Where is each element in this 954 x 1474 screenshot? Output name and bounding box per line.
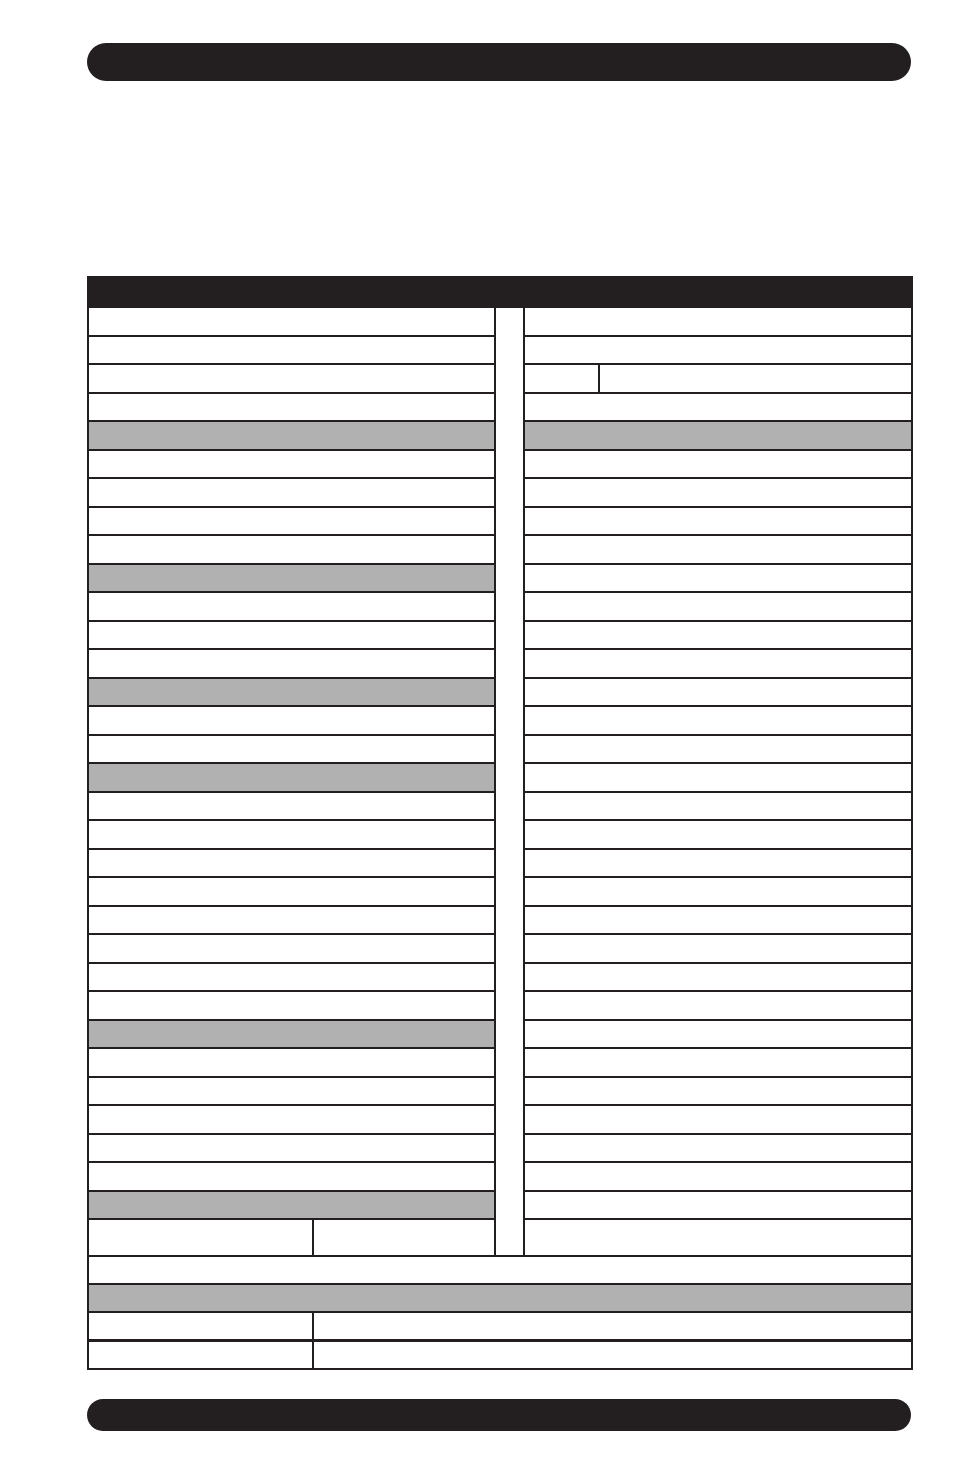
left-field-row[interactable] [87, 876, 496, 907]
right-field-row[interactable] [523, 990, 913, 1021]
left-field-row[interactable] [87, 392, 496, 423]
footer-bar [87, 1399, 911, 1431]
left-field-row[interactable] [87, 962, 496, 993]
left-field-row[interactable] [87, 449, 496, 480]
left-field-row[interactable] [87, 1047, 496, 1078]
bottom-full-row[interactable] [87, 1255, 913, 1285]
right-field-row[interactable] [523, 534, 913, 565]
right-field-row[interactable] [523, 392, 913, 423]
right-field-row[interactable] [523, 819, 913, 850]
left-field-row[interactable] [87, 1076, 496, 1107]
bottom-row-value[interactable] [312, 1311, 913, 1341]
right-field-row[interactable] [523, 905, 913, 936]
right-field-row[interactable] [523, 1076, 913, 1107]
right-field-row[interactable] [523, 1047, 913, 1078]
right-field-row[interactable] [523, 1019, 913, 1050]
column-gutter [494, 306, 525, 1257]
right-field-row[interactable] [523, 791, 913, 822]
form-title-bar [87, 276, 913, 306]
left-section-header [87, 1019, 496, 1050]
left-field-row[interactable] [87, 335, 496, 366]
right-field-row[interactable] [523, 848, 913, 879]
split-divider [598, 363, 600, 394]
header-bar [87, 43, 911, 81]
right-field-row[interactable] [523, 734, 913, 765]
right-field-row[interactable] [523, 506, 913, 537]
left-field-row[interactable] [87, 477, 496, 508]
left-field-row[interactable] [87, 534, 496, 565]
right-field-row[interactable] [523, 1133, 913, 1164]
left-field-row[interactable] [87, 1161, 496, 1192]
split-divider [312, 1218, 314, 1257]
left-field-row[interactable] [87, 734, 496, 765]
right-field-row[interactable] [523, 1104, 913, 1135]
right-field-row[interactable] [523, 306, 913, 337]
left-field-row[interactable] [87, 791, 496, 822]
right-field-row[interactable] [523, 933, 913, 964]
right-field-row[interactable] [523, 363, 913, 394]
bottom-section-header [87, 1283, 913, 1313]
left-section-header [87, 762, 496, 793]
right-field-row[interactable] [523, 620, 913, 651]
bottom-row-label [87, 1340, 314, 1370]
right-field-row[interactable] [523, 1161, 913, 1192]
right-field-row[interactable] [523, 335, 913, 366]
right-field-row[interactable] [523, 648, 913, 679]
right-field-row[interactable] [523, 1190, 913, 1221]
left-section-header [87, 1190, 496, 1221]
right-field-row[interactable] [523, 563, 913, 594]
right-section-header [523, 420, 913, 451]
left-section-header [87, 420, 496, 451]
left-field-row[interactable] [87, 848, 496, 879]
left-field-row[interactable] [87, 648, 496, 679]
right-field-row[interactable] [523, 762, 913, 793]
left-field-row[interactable] [87, 1104, 496, 1135]
right-field-row[interactable] [523, 1218, 913, 1257]
left-field-row[interactable] [87, 990, 496, 1021]
bottom-row-value[interactable] [312, 1340, 913, 1370]
left-section-header [87, 563, 496, 594]
right-field-row[interactable] [523, 449, 913, 480]
left-field-row[interactable] [87, 306, 496, 337]
right-field-row[interactable] [523, 477, 913, 508]
right-field-row[interactable] [523, 705, 913, 736]
right-field-row[interactable] [523, 677, 913, 708]
left-field-row[interactable] [87, 705, 496, 736]
left-field-row[interactable] [87, 363, 496, 394]
right-field-row[interactable] [523, 876, 913, 907]
right-field-row[interactable] [523, 591, 913, 622]
left-field-row[interactable] [87, 933, 496, 964]
right-field-row[interactable] [523, 962, 913, 993]
left-field-row[interactable] [87, 819, 496, 850]
left-field-row[interactable] [87, 1218, 496, 1257]
left-field-row[interactable] [87, 620, 496, 651]
left-field-row[interactable] [87, 506, 496, 537]
left-field-row[interactable] [87, 905, 496, 936]
left-section-header [87, 677, 496, 708]
left-field-row[interactable] [87, 591, 496, 622]
bottom-row-label [87, 1311, 314, 1341]
form-table [87, 276, 913, 1369]
left-field-row[interactable] [87, 1133, 496, 1164]
